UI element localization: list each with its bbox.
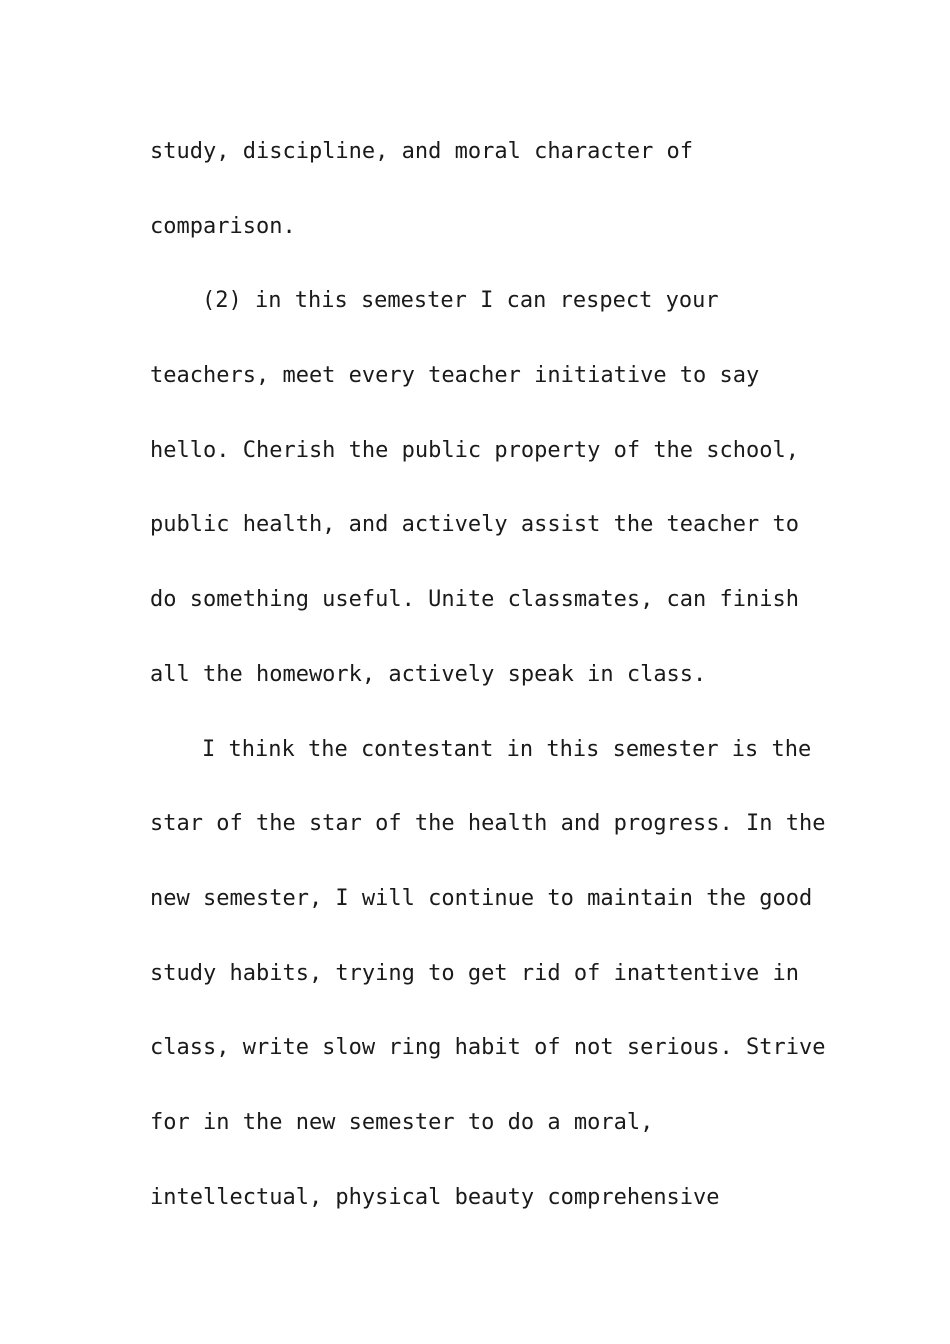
- text-line: new semester, I will continue to maintain the good: [150, 885, 813, 911]
- text-line: hello. Cherish the public property of the school,: [150, 437, 800, 463]
- text-line: star of the star of the health and progress. In the: [150, 811, 826, 837]
- text-line: comparison.: [150, 213, 296, 239]
- text-line: do something useful. Unite classmates, can finish: [150, 587, 800, 613]
- text-line: teachers, meet every teacher initiative to say: [150, 363, 760, 389]
- text-line: for in the new semester to do a moral,: [150, 1109, 654, 1135]
- text-line: public health, and actively assist the teacher to: [150, 512, 800, 538]
- paragraph-start-line: (2) in this semester I can respect your: [202, 288, 719, 314]
- text-line: intellectual, physical beauty comprehensive: [150, 1184, 720, 1210]
- document-body: [150, 115, 826, 1235]
- paragraph-start-line: I think the contestant in this semester is the: [202, 736, 812, 762]
- text-line: study, discipline, and moral character of: [150, 139, 694, 164]
- text-line: class, write slow ring habit of not serious. Strive: [150, 1035, 826, 1061]
- text-line: study habits, trying to get rid of inattentive in: [150, 960, 800, 986]
- text-line: all the homework, actively speak in class.: [150, 661, 707, 687]
